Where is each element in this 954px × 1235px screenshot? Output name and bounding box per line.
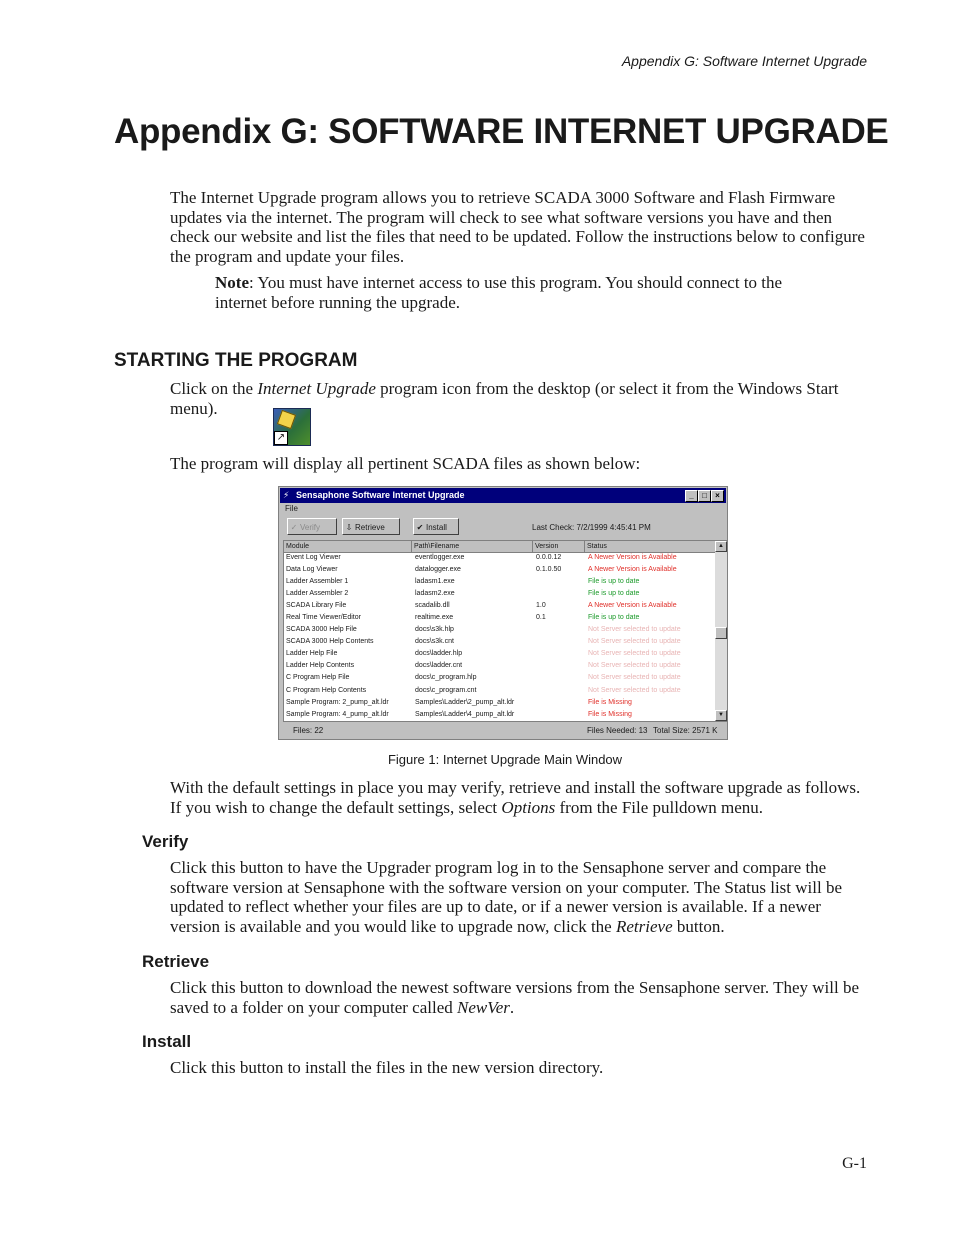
cell-version: 1.0 (536, 602, 546, 610)
close-icon[interactable]: × (711, 490, 724, 502)
upgrade-glyph (277, 410, 296, 429)
cell-path: docs\c_program.cnt (415, 686, 477, 694)
maximize-icon[interactable]: □ (698, 490, 711, 502)
table-row[interactable] (284, 600, 715, 612)
column-header-path[interactable]: Path\Filename (412, 541, 533, 552)
page-title: Appendix G: SOFTWARE INTERNET UPGRADE (114, 112, 889, 151)
cell-module: Ladder Help File (286, 650, 338, 658)
cell-path: eventlogger.exe (415, 554, 465, 561)
table-row[interactable] (284, 660, 715, 672)
verify-text-a: Click this button to have the Upgrader program log in to the Sensaphone server and compare the software version at Sensaphone with the software version on your computer. The Status list will be updated to reflect whether your files are up to date, or if a newer version is available. If a newer version is available and you would like to upgrade now, click the (170, 858, 842, 936)
column-header-version[interactable]: Version (533, 541, 585, 552)
cell-module: SCADA 3000 Help File (286, 626, 357, 634)
starting-text-a: Click on the (170, 379, 258, 398)
starting-text-b: program icon from the desktop (or select it from the Windows Start menu). (170, 379, 839, 418)
verify-paragraph (170, 858, 874, 936)
cell-status: File is up to date (588, 614, 640, 622)
install-paragraph: Click this button to install the files in the new version directory. (170, 1058, 604, 1077)
table-row[interactable] (284, 709, 715, 721)
table-row[interactable] (284, 636, 715, 648)
cell-path: docs\s3k.hlp (415, 626, 454, 634)
cell-status: Not Server selected to update (588, 686, 681, 694)
status-total-size: Total Size: 2571 K (653, 726, 718, 735)
running-head: Appendix G: Software Internet Upgrade (621, 53, 867, 69)
cell-module: Ladder Assembler 2 (286, 590, 349, 598)
cell-status: Not Server selected to update (588, 662, 681, 670)
cell-path: Samples\Ladder\2_pump_alt.ldr (415, 698, 515, 706)
internet-upgrade-emphasis: Internet Upgrade (257, 379, 376, 398)
cell-status: File is up to date (588, 578, 640, 586)
cell-module: Data Log Viewer (286, 566, 338, 574)
cell-status: A Newer Version is Available (588, 566, 677, 574)
note (215, 273, 815, 313)
cell-path: ladasm1.exe (415, 578, 455, 586)
table-row[interactable] (284, 685, 715, 697)
install-button-label: Install (426, 523, 447, 532)
table-row[interactable] (284, 648, 715, 660)
cell-status: Not Server selected to update (588, 626, 681, 634)
window-title: Sensaphone Software Internet Upgrade (296, 490, 465, 500)
status-files-needed: Files Needed: 13 (587, 726, 648, 735)
install-check-icon: ✔ (416, 523, 424, 532)
defaults-text-b: from the File pulldown menu. (555, 797, 764, 817)
cell-status: File is Missing (588, 710, 632, 718)
retrieve-emphasis: Retrieve (615, 916, 673, 936)
cell-path: docs\c_program.hlp (415, 674, 477, 682)
scroll-down-icon[interactable]: ▼ (715, 710, 727, 721)
cell-module: C Program Help File (286, 674, 350, 682)
verify-button[interactable] (287, 518, 337, 535)
shortcut-arrow-icon: ↗ (274, 431, 288, 445)
page-number: G-1 (842, 1155, 867, 1172)
column-header-module[interactable]: Module (284, 541, 412, 552)
app-icon: ⚡ (283, 490, 290, 500)
table-row[interactable] (284, 612, 715, 624)
upgrade-window (278, 486, 728, 740)
column-header-status[interactable]: Status (585, 541, 717, 552)
defaults-paragraph (170, 778, 870, 817)
note-text: : You must have internet access to use this program. You should connect to the internet before running the upgrade. (215, 273, 783, 312)
cell-status: File is up to date (588, 590, 640, 598)
display-paragraph: The program will display all pertinent SCADA files as shown below: (170, 454, 641, 473)
cell-module: Ladder Help Contents (286, 662, 355, 670)
window-titlebar (280, 488, 726, 503)
cell-module: SCADA 3000 Help Contents (286, 638, 374, 646)
status-bar (281, 724, 725, 738)
newver-emphasis: NewVer (457, 997, 510, 1017)
scroll-up-icon[interactable]: ▲ (715, 541, 727, 552)
list-scrollbar[interactable] (715, 541, 727, 721)
cell-path: docs\s3k.cnt (415, 638, 454, 646)
cell-path: docs\ladder.cnt (415, 662, 463, 670)
list-rows (284, 552, 715, 721)
cell-module: Real Time Viewer/Editor (286, 614, 361, 622)
internet-upgrade-shortcut-icon[interactable] (273, 408, 311, 446)
cell-module: Ladder Assembler 1 (286, 578, 349, 586)
cell-path: Samples\Ladder\4_pump_alt.ldr (415, 710, 515, 718)
cell-module: Sample Program: 2_pump_alt.ldr (286, 698, 389, 706)
cell-path: docs\ladder.hlp (415, 650, 463, 658)
file-list[interactable] (283, 540, 728, 722)
retrieve-button[interactable] (342, 518, 400, 535)
defaults-text-a: With the default settings in place you may verify, retrieve and install the software upgrade as follows. If you wish to change the default settings, select (170, 778, 861, 817)
verify-icon: ✓ (290, 523, 298, 532)
cell-status: Not Server selected to update (588, 650, 681, 658)
table-row[interactable] (284, 576, 715, 588)
last-check: Last Check: 7/2/1999 4:45:41 PM (532, 523, 651, 532)
retrieve-heading: Retrieve (142, 952, 210, 971)
cell-path: ladasm2.exe (415, 590, 455, 598)
table-row[interactable] (284, 588, 715, 600)
cell-status: A Newer Version is Available (588, 554, 677, 561)
cell-version: 0.1.0.50 (536, 566, 562, 574)
options-emphasis: Options (501, 797, 556, 817)
scroll-thumb[interactable] (715, 627, 727, 639)
cell-module: SCADA Library File (286, 602, 347, 610)
cell-path: realtime.exe (415, 614, 454, 622)
figure-caption: Figure 1: Internet Upgrade Main Window (387, 752, 623, 767)
table-row[interactable] (284, 552, 715, 564)
install-heading: Install (142, 1032, 192, 1051)
verify-text-b: button. (672, 916, 725, 936)
cell-status: Not Server selected to update (588, 674, 681, 682)
table-row[interactable] (284, 564, 715, 576)
table-row[interactable] (284, 672, 715, 684)
retrieve-text-a: Click this button to download the newest software versions from the Sensaphone server. They will be saved to a folder on your computer called (170, 978, 859, 1017)
retrieve-icon: ⇩ (345, 523, 353, 532)
retrieve-paragraph (170, 978, 870, 1017)
status-files: Files: 22 (293, 726, 324, 735)
cell-path: datalogger.exe (415, 566, 461, 574)
cell-module: C Program Help Contents (286, 686, 367, 694)
retrieve-text-b: . (509, 997, 515, 1017)
minimize-icon[interactable]: _ (685, 490, 698, 502)
verify-heading: Verify (142, 832, 189, 851)
cell-status: A Newer Version is Available (588, 602, 677, 610)
cell-status: File is Missing (588, 698, 632, 706)
cell-version: 0.1 (536, 614, 546, 622)
intro-paragraph: The Internet Upgrade program allows you to retrieve SCADA 3000 Software and Flash Firmware updates via the internet. The program will check to see what software versions you have and then check our website and list the files that need to be updated. Follow the instructions below to configure the program and update your files. (170, 188, 865, 266)
table-row[interactable] (284, 697, 715, 709)
table-row[interactable] (284, 624, 715, 636)
note-label: Note (215, 273, 249, 292)
menu-file[interactable]: File (285, 504, 298, 513)
cell-path: scadalib.dll (415, 602, 450, 610)
cell-module: Event Log Viewer (286, 554, 341, 561)
install-button[interactable] (413, 518, 459, 535)
cell-status: Not Server selected to update (588, 638, 681, 646)
verify-button-label: Verify (300, 523, 321, 532)
cell-version: 0.0.0.12 (536, 554, 562, 561)
retrieve-button-label: Retrieve (355, 523, 385, 532)
cell-module: Sample Program: 4_pump_alt.ldr (286, 710, 389, 718)
section-heading-starting: STARTING THE PROGRAM (114, 350, 358, 371)
